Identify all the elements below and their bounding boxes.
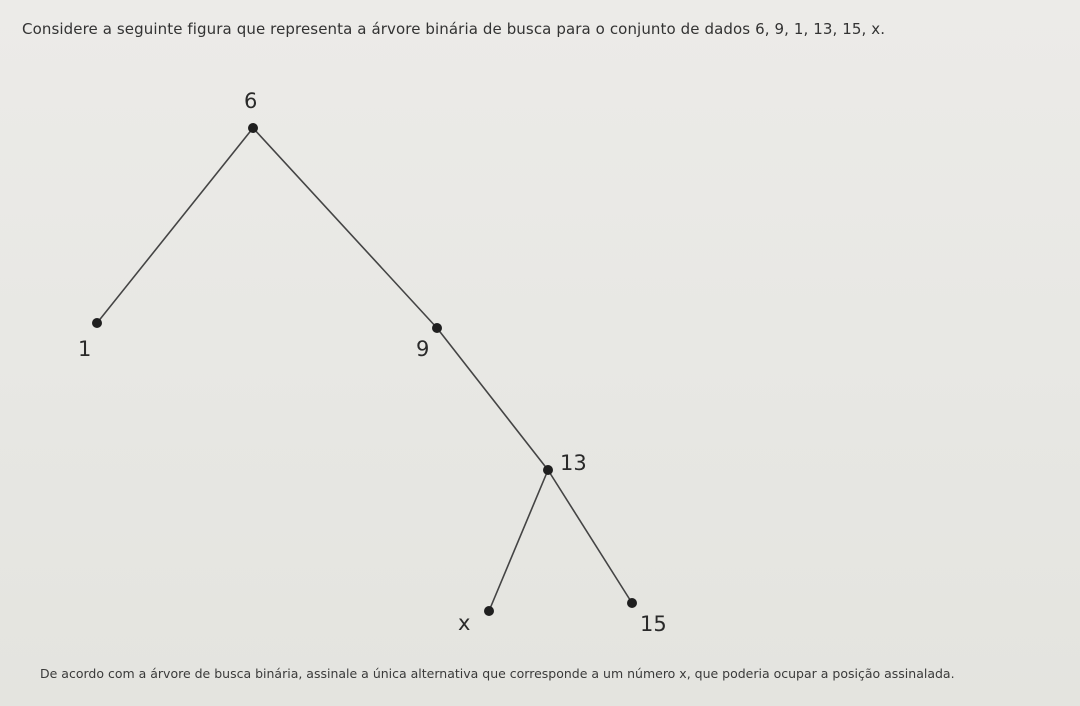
tree-nodes bbox=[92, 123, 637, 616]
edge-13-15 bbox=[548, 470, 632, 603]
node-15 bbox=[627, 598, 637, 608]
edge-9-13 bbox=[437, 328, 548, 470]
node-label-9: 9 bbox=[416, 337, 430, 361]
node-x bbox=[484, 606, 494, 616]
node-9 bbox=[432, 323, 442, 333]
node-label-6: 6 bbox=[244, 89, 258, 113]
node-label-13: 13 bbox=[560, 451, 587, 475]
instruction-text: De acordo com a árvore de busca binária, assinale a única alternativa que corresponde a um número x, que poderia ocupar a posição assinalada. bbox=[40, 666, 955, 681]
edge-6-9 bbox=[253, 128, 437, 328]
tree-labels bbox=[78, 89, 667, 636]
node-13 bbox=[543, 465, 553, 475]
node-1 bbox=[92, 318, 102, 328]
node-label-15: 15 bbox=[640, 612, 667, 636]
node-label-1: 1 bbox=[78, 337, 92, 361]
edge-6-1 bbox=[97, 128, 253, 323]
node-label-x: x bbox=[458, 611, 471, 635]
edge-13-x bbox=[489, 470, 548, 611]
question-text: Considere a seguinte figura que representa a árvore binária de busca para o conjunto de dados 6, 9, 1, 13, 15, x. bbox=[22, 20, 886, 38]
node-6 bbox=[248, 123, 258, 133]
tree-edges bbox=[97, 128, 632, 611]
